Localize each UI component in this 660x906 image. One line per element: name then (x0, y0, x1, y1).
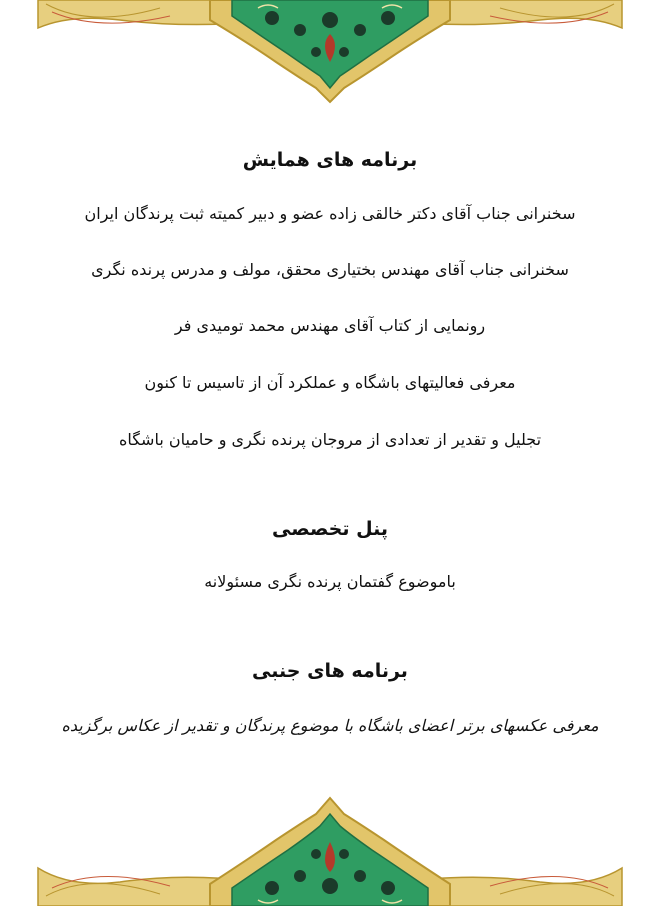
section-title-conference-program: برنامه های همایش (242, 149, 418, 171)
side-program-item: معرفی عکسهای برتر اعضای باشگاه با موضوع پرندگان و تقدیر از عکاس برگزیده (61, 716, 599, 735)
bottom-floral-ornament-icon (0, 796, 660, 906)
panel-topic: باموضوع گفتمان پرنده نگری مسئولانه (204, 572, 456, 591)
program-item: تجلیل و تقدیر از تعدادی از مروجان پرنده نگری و حامیان باشگاه (118, 430, 542, 449)
program-item: رونمایی از کتاب آقای مهندس محمد تومیدی فر (174, 316, 486, 335)
section-title-expert-panel: پنل تخصصی (272, 518, 388, 540)
section-title-side-programs: برنامه های جنبی (252, 660, 408, 682)
top-floral-ornament-icon (0, 0, 660, 104)
program-item: سخنرانی جناب آقای دکتر خالقی زاده عضو و دبیر کمیته ثبت پرندگان ایران (84, 204, 576, 223)
program-item: معرفی فعالیتهای باشگاه و عملکرد آن از تاسیس تا کنون (144, 373, 516, 392)
program-item: سخنرانی جناب آقای مهندس بختیاری محقق، مولف و مدرس پرنده نگری (91, 260, 569, 279)
